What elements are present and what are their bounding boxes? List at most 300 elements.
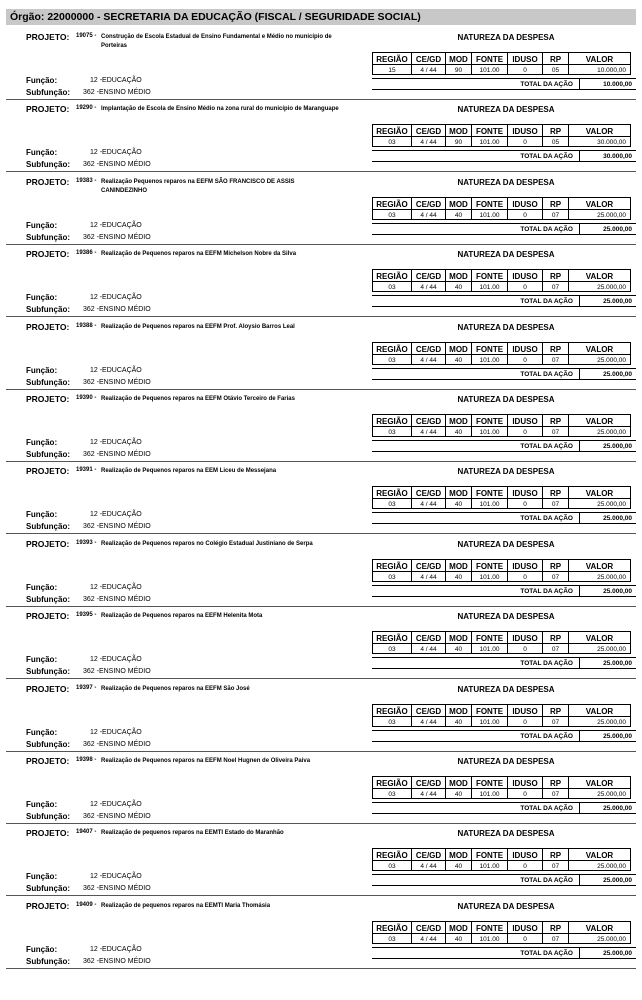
subfuncao-value: 362 -ENSINO MÉDIO <box>83 595 151 603</box>
header-fonte: FONTE <box>471 197 508 210</box>
header-rp: RP <box>542 269 569 282</box>
subfuncao-label: Subfunção: <box>26 305 70 315</box>
natureza-table <box>372 486 636 524</box>
projeto-label: PROJETO: <box>26 104 70 115</box>
project-description: Realização de Pequenos reparos na EEM Liceu de Messejana <box>101 468 277 475</box>
projeto-label: PROJETO: <box>26 538 70 549</box>
natureza-heading: NATUREZA DA DESPESA <box>457 33 555 42</box>
header-mod: MOD <box>445 414 472 427</box>
cell-valor: 25.000,00 <box>568 860 631 871</box>
total-label: TOTAL DA AÇÃO <box>372 296 580 306</box>
project-block <box>6 825 636 893</box>
header-iduso: IDUSO <box>507 776 543 789</box>
header-regiao: REGIÃO <box>372 124 412 137</box>
header-cegd: CE/GD <box>411 559 446 572</box>
header-rp: RP <box>542 776 569 789</box>
cell-fonte: 101.00 <box>471 643 508 654</box>
cell-iduso: 0 <box>507 571 543 582</box>
cell-iduso: 0 <box>507 354 543 365</box>
cell-cegd: 4 / 44 <box>411 643 446 654</box>
total-label: TOTAL DA AÇÃO <box>372 513 580 523</box>
funcao-label: Função: <box>26 510 58 520</box>
cell-fonte: 101.00 <box>471 860 508 871</box>
total-row <box>372 585 636 597</box>
subfuncao-value: 362 -ENSINO MÉDIO <box>83 523 151 531</box>
natureza-heading: NATUREZA DA DESPESA <box>457 539 555 549</box>
funcao-label: Função: <box>26 727 58 737</box>
subfuncao-label: Subfunção: <box>26 739 70 749</box>
cell-cegd: 4 / 44 <box>411 354 446 365</box>
header-regiao: REGIÃO <box>372 269 412 282</box>
project-separator <box>6 751 636 752</box>
cell-iduso: 0 <box>507 933 543 944</box>
cell-iduso: 0 <box>507 498 543 509</box>
project-separator <box>6 171 636 172</box>
subfuncao-value: 362 -ENSINO MÉDIO <box>83 89 151 96</box>
header-valor: VALOR <box>568 486 631 499</box>
projeto-label: PROJETO: <box>26 394 70 404</box>
header-cegd: CE/GD <box>411 704 446 717</box>
project-block <box>6 29 636 97</box>
cell-mod: 40 <box>445 788 472 799</box>
header-rp: RP <box>542 559 569 572</box>
cell-iduso: 0 <box>507 716 543 727</box>
header-iduso: IDUSO <box>507 704 543 717</box>
total-value: 25.000,00 <box>603 370 632 378</box>
header-iduso: IDUSO <box>507 631 543 644</box>
project-code: 19393 - <box>76 539 97 546</box>
header-cegd: CE/GD <box>411 631 446 644</box>
total-value: 25.000,00 <box>603 515 632 523</box>
total-value: 25.000,00 <box>603 732 632 740</box>
header-valor: VALOR <box>568 124 631 137</box>
funcao-value: 12 -EDUCAÇÃO <box>90 366 142 374</box>
header-iduso: IDUSO <box>507 414 543 427</box>
funcao-label: Função: <box>26 944 58 954</box>
project-code: 19075 - <box>76 33 97 39</box>
total-value: 30.000,00 <box>603 153 632 161</box>
project-code: 19409 - <box>76 901 97 908</box>
projeto-label: PROJETO: <box>26 900 70 911</box>
cell-mod: 40 <box>445 716 472 727</box>
subfuncao-value: 362 -ENSINO MÉDIO <box>83 233 151 241</box>
header-mod: MOD <box>445 776 472 789</box>
total-value: 10.000,00 <box>603 81 632 88</box>
project-block <box>6 608 636 676</box>
natureza-table <box>372 921 636 959</box>
header-regiao: REGIÃO <box>372 342 412 355</box>
subfuncao-label: Subfunção: <box>26 594 70 604</box>
projeto-label: PROJETO: <box>26 828 70 839</box>
project-block <box>6 536 636 604</box>
header-fonte: FONTE <box>471 704 508 717</box>
cell-rp: 07 <box>542 716 569 727</box>
funcao-label: Função: <box>26 438 58 447</box>
project-separator <box>6 606 636 607</box>
header-valor: VALOR <box>568 631 631 644</box>
total-row <box>372 947 636 959</box>
projeto-label: PROJETO: <box>26 249 70 260</box>
total-label: TOTAL DA AÇÃO <box>372 875 580 885</box>
table-row <box>372 355 636 365</box>
subfuncao-label: Subfunção: <box>26 377 70 387</box>
cell-rp: 07 <box>542 860 569 871</box>
cell-mod: 90 <box>445 64 472 75</box>
header-fonte: FONTE <box>471 414 508 427</box>
funcao-label: Função: <box>26 872 58 882</box>
total-row <box>372 223 636 235</box>
total-value: 25.000,00 <box>603 443 632 450</box>
project-description: Realização de pequenos reparos na EEMTI Maria Thomásia <box>101 902 271 909</box>
cell-cegd: 4 / 44 <box>411 209 446 220</box>
cell-valor: 25.000,00 <box>568 354 631 365</box>
header-cegd: CE/GD <box>411 848 446 861</box>
funcao-value: 12 -EDUCAÇÃO <box>90 439 142 446</box>
cell-fonte: 101.00 <box>471 281 508 292</box>
header-rp: RP <box>542 342 569 355</box>
total-row <box>372 730 636 742</box>
project-code: 19407 - <box>76 829 97 836</box>
cell-valor: 25.000,00 <box>568 209 631 220</box>
table-row <box>372 499 636 509</box>
funcao-value: 12 -EDUCAÇÃO <box>90 728 142 736</box>
cell-regiao: 03 <box>372 354 412 365</box>
cell-regiao: 03 <box>372 209 412 220</box>
project-block <box>6 319 636 387</box>
project-separator <box>6 316 636 317</box>
natureza-table <box>372 776 636 814</box>
cell-mod: 90 <box>445 136 472 147</box>
header-iduso: IDUSO <box>507 559 543 572</box>
cell-cegd: 4 / 44 <box>411 788 446 799</box>
cell-cegd: 4 / 44 <box>411 64 446 75</box>
header-fonte: FONTE <box>471 776 508 789</box>
cell-rp: 07 <box>542 498 569 509</box>
cell-cegd: 4 / 44 <box>411 426 446 437</box>
header-cegd: CE/GD <box>411 197 446 210</box>
cell-fonte: 101.00 <box>471 788 508 799</box>
header-valor: VALOR <box>568 921 631 934</box>
subfuncao-value: 362 -ENSINO MÉDIO <box>83 957 151 965</box>
cell-fonte: 101.00 <box>471 571 508 582</box>
header-mod: MOD <box>445 559 472 572</box>
subfuncao-label: Subfunção: <box>26 884 70 894</box>
project-block <box>6 463 636 531</box>
funcao-value: 12 -EDUCAÇÃO <box>90 801 142 808</box>
total-value: 25.000,00 <box>603 225 632 233</box>
header-mod: MOD <box>445 342 472 355</box>
total-label: TOTAL DA AÇÃO <box>372 803 580 813</box>
header-valor: VALOR <box>568 414 631 427</box>
cell-fonte: 101.00 <box>471 426 508 437</box>
cell-rp: 07 <box>542 209 569 220</box>
natureza-table <box>372 197 636 235</box>
project-separator <box>6 244 636 245</box>
funcao-value: 12 -EDUCAÇÃO <box>90 583 142 591</box>
header-rp: RP <box>542 631 569 644</box>
funcao-label: Função: <box>26 148 58 158</box>
cell-valor: 25.000,00 <box>568 281 631 292</box>
header-cegd: CE/GD <box>411 776 446 789</box>
cell-rp: 07 <box>542 788 569 799</box>
table-row <box>372 572 636 582</box>
cell-regiao: 03 <box>372 571 412 582</box>
project-code: 19395 - <box>76 612 97 619</box>
funcao-value: 12 -EDUCAÇÃO <box>90 77 142 84</box>
header-cegd: CE/GD <box>411 124 446 137</box>
table-row <box>372 644 636 654</box>
projeto-label: PROJETO: <box>26 683 70 694</box>
natureza-heading: NATUREZA DA DESPESA <box>457 757 555 766</box>
cell-valor: 10.000,00 <box>568 64 631 75</box>
header-mod: MOD <box>445 631 472 644</box>
header-rp: RP <box>542 414 569 427</box>
header-rp: RP <box>542 197 569 210</box>
project-code: 19386 - <box>76 250 97 257</box>
total-label: TOTAL DA AÇÃO <box>372 586 580 596</box>
header-fonte: FONTE <box>471 124 508 137</box>
cell-cegd: 4 / 44 <box>411 860 446 871</box>
cell-mod: 40 <box>445 354 472 365</box>
project-separator <box>6 533 636 534</box>
total-label: TOTAL DA AÇÃO <box>372 731 580 741</box>
cell-valor: 25.000,00 <box>568 788 631 799</box>
total-row <box>372 78 636 90</box>
cell-iduso: 0 <box>507 788 543 799</box>
projeto-label: PROJETO: <box>26 321 70 332</box>
header-iduso: IDUSO <box>507 197 543 210</box>
natureza-heading: NATUREZA DA DESPESA <box>457 612 555 622</box>
projeto-label: PROJETO: <box>26 611 70 622</box>
total-label: TOTAL DA AÇÃO <box>372 151 580 161</box>
subfuncao-value: 362 -ENSINO MÉDIO <box>83 451 151 458</box>
header-mod: MOD <box>445 197 472 210</box>
funcao-label: Função: <box>26 365 58 375</box>
header-iduso: IDUSO <box>507 848 543 861</box>
natureza-table <box>372 269 636 307</box>
natureza-heading: NATUREZA DA DESPESA <box>457 901 555 911</box>
projeto-label: PROJETO: <box>26 756 70 766</box>
cell-iduso: 0 <box>507 136 543 147</box>
cell-iduso: 0 <box>507 426 543 437</box>
natureza-heading: NATUREZA DA DESPESA <box>457 467 555 477</box>
projeto-label: PROJETO: <box>26 176 70 187</box>
total-label: TOTAL DA AÇÃO <box>372 658 580 668</box>
cell-mod: 40 <box>445 209 472 220</box>
cell-regiao: 03 <box>372 643 412 654</box>
table-row <box>372 717 636 727</box>
total-value: 25.000,00 <box>603 298 632 306</box>
cell-regiao: 03 <box>372 933 412 944</box>
total-value: 25.000,00 <box>603 877 632 885</box>
total-row <box>372 512 636 524</box>
header-regiao: REGIÃO <box>372 776 412 789</box>
cell-rp: 05 <box>542 136 569 147</box>
table-row <box>372 789 636 799</box>
subfuncao-label: Subfunção: <box>26 450 70 459</box>
header-fonte: FONTE <box>471 269 508 282</box>
natureza-heading: NATUREZA DA DESPESA <box>457 322 555 332</box>
table-row <box>372 210 636 220</box>
cell-valor: 25.000,00 <box>568 716 631 727</box>
cell-mod: 40 <box>445 643 472 654</box>
natureza-heading: NATUREZA DA DESPESA <box>457 395 555 404</box>
project-separator <box>6 895 636 896</box>
project-description: Implantação de Escola de Ensino Médio na zona rural do município de Maranguape <box>101 106 339 113</box>
funcao-value: 12 -EDUCAÇÃO <box>90 511 142 519</box>
header-iduso: IDUSO <box>507 269 543 282</box>
header-valor: VALOR <box>568 52 631 65</box>
funcao-label: Função: <box>26 293 58 303</box>
funcao-value: 12 -EDUCAÇÃO <box>90 656 142 664</box>
header-fonte: FONTE <box>471 921 508 934</box>
subfuncao-label: Subfunção: <box>26 232 70 242</box>
header-valor: VALOR <box>568 342 631 355</box>
total-row <box>372 368 636 380</box>
total-row <box>372 440 636 452</box>
header-mod: MOD <box>445 704 472 717</box>
project-separator <box>6 823 636 824</box>
header-fonte: FONTE <box>471 342 508 355</box>
total-row <box>372 657 636 669</box>
cell-iduso: 0 <box>507 860 543 871</box>
subfuncao-value: 362 -ENSINO MÉDIO <box>83 161 151 169</box>
natureza-table <box>372 414 636 452</box>
header-rp: RP <box>542 124 569 137</box>
project-description: Construção de Escola Estadual de Ensino Fundamental e Médio no município de Porteiras <box>101 34 332 49</box>
header-rp: RP <box>542 52 569 65</box>
header-cegd: CE/GD <box>411 414 446 427</box>
project-code: 19398 - <box>76 757 97 763</box>
funcao-label: Função: <box>26 800 58 809</box>
subfuncao-label: Subfunção: <box>26 160 70 170</box>
header-fonte: FONTE <box>471 848 508 861</box>
subfuncao-label: Subfunção: <box>26 956 70 966</box>
cell-rp: 07 <box>542 933 569 944</box>
header-mod: MOD <box>445 52 472 65</box>
project-description: Realização de Pequenos reparos na EEFM São José <box>101 685 250 692</box>
total-label: TOTAL DA AÇÃO <box>372 79 580 89</box>
project-separator <box>6 461 636 462</box>
header-regiao: REGIÃO <box>372 848 412 861</box>
cell-mod: 40 <box>445 426 472 437</box>
subfuncao-label: Subfunção: <box>26 667 70 677</box>
subfuncao-value: 362 -ENSINO MÉDIO <box>83 306 151 314</box>
header-mod: MOD <box>445 848 472 861</box>
natureza-heading: NATUREZA DA DESPESA <box>457 177 555 187</box>
project-separator <box>6 389 636 390</box>
funcao-value: 12 -EDUCAÇÃO <box>90 945 142 953</box>
cell-valor: 25.000,00 <box>568 426 631 437</box>
cell-mod: 40 <box>445 860 472 871</box>
header-rp: RP <box>542 486 569 499</box>
project-block <box>6 174 636 242</box>
header-regiao: REGIÃO <box>372 486 412 499</box>
funcao-label: Função: <box>26 220 58 230</box>
funcao-value: 12 -EDUCAÇÃO <box>90 149 142 157</box>
project-description: Realização de Pequenos reparos na EEFM Prof. Aloysio Barros Leal <box>101 323 295 330</box>
project-separator <box>6 678 636 679</box>
cell-rp: 07 <box>542 643 569 654</box>
natureza-table <box>372 342 636 380</box>
natureza-heading: NATUREZA DA DESPESA <box>457 829 555 839</box>
subfuncao-value: 362 -ENSINO MÉDIO <box>83 813 151 820</box>
total-value: 25.000,00 <box>603 587 632 595</box>
total-value: 25.000,00 <box>603 805 632 812</box>
cell-regiao: 03 <box>372 788 412 799</box>
cell-iduso: 0 <box>507 64 543 75</box>
cell-mod: 40 <box>445 498 472 509</box>
header-regiao: REGIÃO <box>372 197 412 210</box>
header-cegd: CE/GD <box>411 921 446 934</box>
table-row <box>372 65 636 75</box>
cell-cegd: 4 / 44 <box>411 136 446 147</box>
cell-fonte: 101.00 <box>471 933 508 944</box>
total-row <box>372 874 636 886</box>
cell-regiao: 03 <box>372 498 412 509</box>
project-description: Realização de Pequenos reparos na EEFM Helenita Mota <box>101 613 263 620</box>
project-code: 19383 - <box>76 177 97 184</box>
natureza-table <box>372 559 636 597</box>
projeto-label: PROJETO: <box>26 466 70 477</box>
header-mod: MOD <box>445 921 472 934</box>
natureza-heading: NATUREZA DA DESPESA <box>457 250 555 260</box>
header-rp: RP <box>542 704 569 717</box>
natureza-heading: NATUREZA DA DESPESA <box>457 105 555 115</box>
total-row <box>372 802 636 814</box>
project-block <box>6 898 636 966</box>
orgao-header: Órgão: 22000000 - SECRETARIA DA EDUCAÇÃO (FISCAL / SEGURIDADE SOCIAL) <box>6 9 636 25</box>
header-regiao: REGIÃO <box>372 52 412 65</box>
cell-rp: 07 <box>542 426 569 437</box>
project-description: Realização Pequenos reparos na EEFM SÃO FRANCISCO DE ASSIS CANINDEZINHO <box>101 178 295 194</box>
funcao-label: Função: <box>26 655 58 665</box>
table-row <box>372 861 636 871</box>
cell-mod: 40 <box>445 281 472 292</box>
header-valor: VALOR <box>568 848 631 861</box>
header-iduso: IDUSO <box>507 486 543 499</box>
header-cegd: CE/GD <box>411 342 446 355</box>
funcao-label: Função: <box>26 582 58 592</box>
project-separator <box>6 99 636 100</box>
project-block <box>6 681 636 749</box>
project-description: Realização de Pequenos reparos no Colégio Estadual Justiniano de Serpa <box>101 540 313 547</box>
header-valor: VALOR <box>568 559 631 572</box>
natureza-heading: NATUREZA DA DESPESA <box>457 684 555 694</box>
cell-iduso: 0 <box>507 209 543 220</box>
funcao-label: Função: <box>26 76 58 85</box>
cell-rp: 07 <box>542 281 569 292</box>
project-block <box>6 753 636 821</box>
header-iduso: IDUSO <box>507 52 543 65</box>
total-label: TOTAL DA AÇÃO <box>372 369 580 379</box>
header-cegd: CE/GD <box>411 269 446 282</box>
subfuncao-value: 362 -ENSINO MÉDIO <box>83 740 151 748</box>
header-valor: VALOR <box>568 197 631 210</box>
cell-cegd: 4 / 44 <box>411 716 446 727</box>
cell-fonte: 101.00 <box>471 354 508 365</box>
subfuncao-label: Subfunção: <box>26 88 70 97</box>
project-code: 19391 - <box>76 467 97 474</box>
project-block <box>6 391 636 459</box>
header-valor: VALOR <box>568 704 631 717</box>
natureza-table <box>372 848 636 886</box>
cell-regiao: 15 <box>372 64 412 75</box>
subfuncao-label: Subfunção: <box>26 522 70 532</box>
table-row <box>372 427 636 437</box>
cell-regiao: 03 <box>372 860 412 871</box>
project-description: Realização de Pequenos reparos na EEFM Noel Hugnen de Oliveira Paiva <box>101 758 311 764</box>
